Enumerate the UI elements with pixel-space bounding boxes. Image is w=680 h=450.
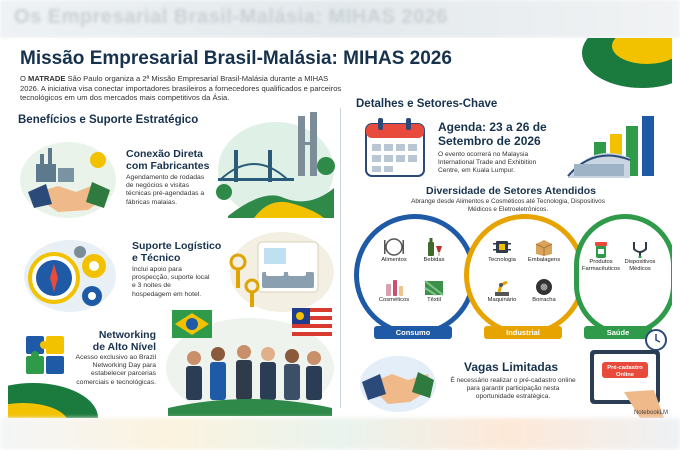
block-logistics-text: Inclui apoio para prospecção, suporte local e 3 noites de hospedagem em hotel. [132,266,210,298]
sector-item-label: Alimentos [381,257,407,263]
cosmetics-icon [383,278,405,296]
sector-item-label: Embalagens [527,257,561,263]
sector-circle-industrial [464,214,586,336]
sector-item-textil [414,278,454,304]
block-title-line-1: Suporte Logístico [132,240,222,252]
bottle-glass-icon [423,238,445,256]
hotel-room-keys-icon [224,228,334,314]
sector-item-maquinario [482,278,522,304]
background-header-text: Os Empresarial Brasil-Malásia: MIHAS 2026 [14,6,449,28]
notebooklm-watermark: NotebookLM [633,410,668,416]
sector-label-saude: Saúde [584,326,652,339]
intro-org-name: MATRADE [28,74,66,83]
blurred-background-footer [0,418,680,450]
robot-arm-icon [491,278,513,296]
agenda-title-line-2: Setembro de 2026 [438,134,541,148]
block-title-line-1: Conexão Direta [126,148,204,160]
benefits-heading: Benefícios e Suporte Estratégico [18,114,199,126]
block-title-line-2: com Fabricantes [126,160,210,172]
sector-item-bebidas [414,238,454,264]
bridge-skyline-icon [214,108,338,220]
sector-item-label: Dispositivos Médicos [624,259,656,272]
sector-label-consumo: Consumo [374,326,452,339]
pill-bottle-icon [590,240,612,258]
block-direct-connection-title [126,148,209,172]
sector-item-label: Produtos Farmacêuticos [582,259,621,272]
compass-gears-icon [20,234,120,316]
sector-item-label: Cosméticos [378,297,410,303]
agenda-title-line-1: Agenda: 23 a 26 de [438,120,547,134]
agenda-title [438,120,547,148]
intro-prefix: O [20,74,29,83]
vagas-text: É necessário realizar o pré-cadastro online para garantir participação nesta oportunidade estratégica. [450,377,576,400]
column-divider [340,108,341,408]
sector-item-cosmeticos [374,278,414,304]
poster-title: Missão Empresarial Brasil-Malásia: MIHAS 2026 [20,48,452,69]
sector-item-label: Borracha [532,297,556,303]
stethoscope-icon [629,240,651,258]
handshake-icon [358,354,438,414]
sector-circle-consumo [354,214,476,336]
block-logistics-title [132,240,221,264]
networking-people-flags-icon [164,304,336,416]
sector-item-label: Tecnologia [488,257,516,263]
block-networking-title [80,329,156,353]
puzzle-pieces-icon [22,328,70,378]
fabric-roll-icon [423,278,445,296]
diversity-text: Abrange desde Alimentos e Cosméticos até Tecnologia, Dispositivos Médicos e Eletroeletrônicos. [411,198,605,213]
sector-item-alimentos [374,238,414,264]
block-direct-connection-text: Agendamento de rodadas de negócios e visitas técnicas pré-agendadas a fábricas malaias. [126,174,205,206]
sector-item-label: Bebidas [423,257,445,263]
block-title-line-2: de Alto Nível [92,341,156,353]
chip-icon [491,238,513,256]
block-networking-text: Acesso exclusivo ao Brazil Networking Day para estabelecer parcerias comerciais e tecnológicas. [75,354,156,386]
plate-cutlery-icon [383,238,405,256]
intro-paragraph [20,74,345,103]
block-title-line-2: e Técnico [132,252,181,264]
intro-text: São Paulo organiza a 2ª Missão Empresarial Brasil-Malásia durante a MIHAS 2026. A iniciativa visa conectar importadores brasileiros a fornecedores qualificados e parceiros tecnológicos em um dos mercados mais competitivos da Ásia. [20,74,342,103]
handshake-factory-icon [18,134,118,220]
sector-item-label: Têxtil [427,297,441,303]
sector-label-industrial: Industrial [484,326,562,339]
preregistration-screen-label: Pré-cadastro Online [607,365,643,378]
details-heading: Detalhes e Setores-Chave [356,98,498,110]
sector-item-tecnologia [482,238,522,264]
diversity-title: Diversidade de Setores Atendidos [426,185,596,197]
calendar-icon [360,114,430,180]
agenda-text: O evento ocorrerá no Malaysia International Trade and Exhibition Centre, em Kuala Lumpur. [438,151,537,174]
infographic-poster [8,38,672,418]
tire-icon [533,278,555,296]
block-title-line-1: Networking [98,329,156,341]
sector-item-embalagens [524,238,564,264]
sector-item-borracha [524,278,564,304]
sector-item-dispositivos-medicos [620,240,660,273]
blurred-background-header [0,0,680,38]
exhibition-centre-chart-icon [564,112,670,182]
vagas-title: Vagas Limitadas [464,360,559,374]
sector-item-farmaceuticos [582,240,620,273]
package-box-icon [533,238,555,256]
sector-circle-saude [574,214,672,336]
sector-item-label: Maquinário [487,297,517,303]
